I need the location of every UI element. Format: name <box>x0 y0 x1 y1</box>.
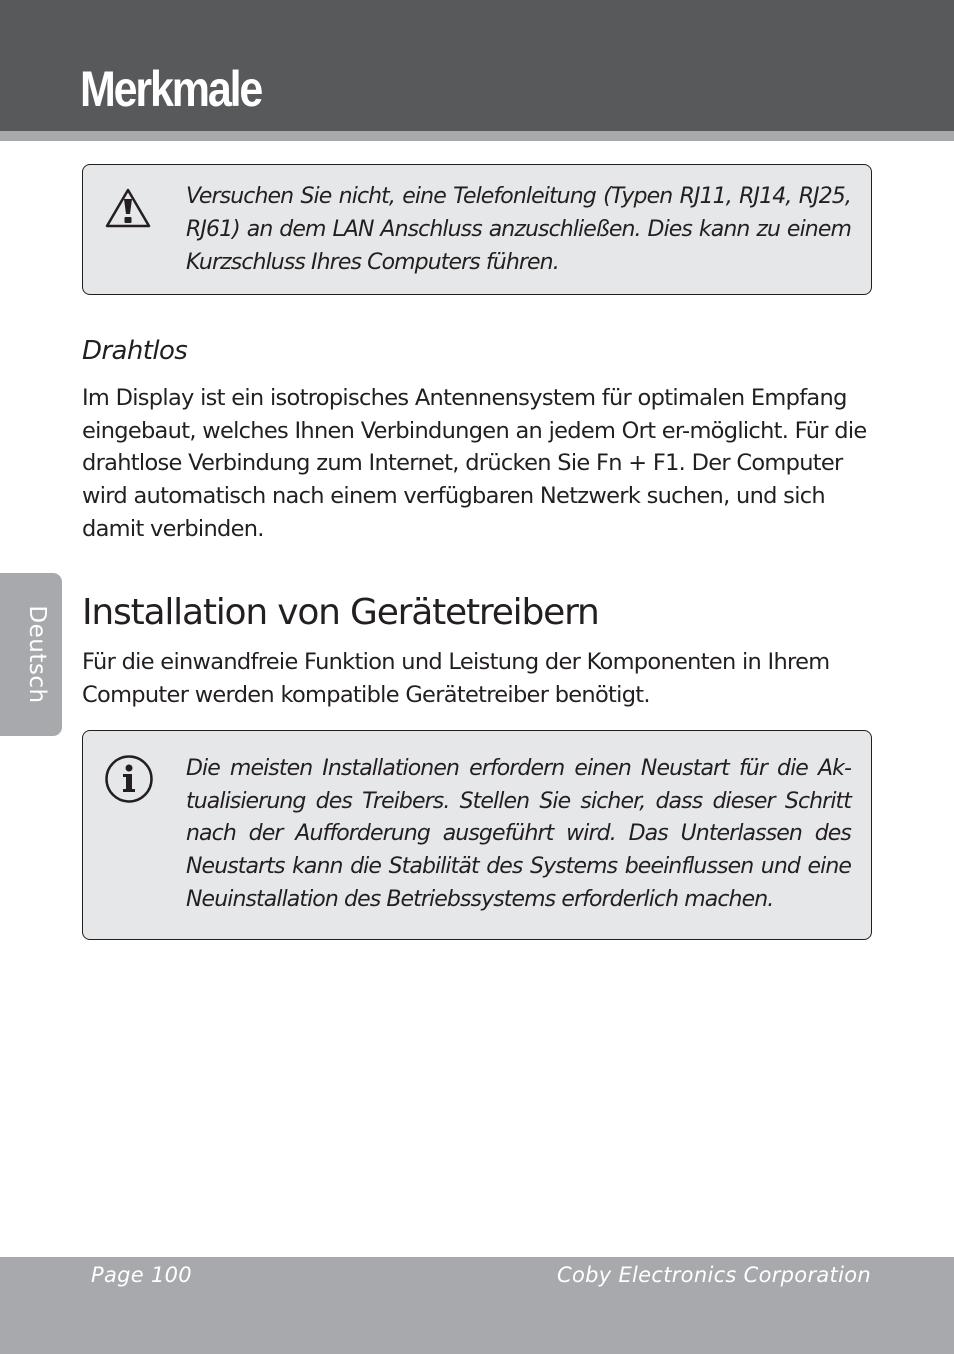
language-tab-label: Deutsch <box>24 605 50 704</box>
language-tab <box>0 573 62 736</box>
drivers-heading: Installation von Gerätetreibern <box>82 592 599 633</box>
warning-note <box>82 164 872 295</box>
drivers-paragraph: Für die einwandfreie Funktion und Leistung der Komponenten in Ihrem Computer werden kompatible Gerätetreiber benötigt. <box>82 649 830 708</box>
info-note-text: Die meisten Installationen erfordern einen Neustart für die Ak-tualisierung des Treibers. Stellen Sie sicher, dass dieser Schritt nach der Aufforderung ausgeführt wird. Das Unterlassen des Neustarts kann die Stabilität des Systems beeinflussen und eine Neuinstallation des Betriebssystems erforderlich machen. <box>186 756 851 912</box>
info-note <box>82 730 872 940</box>
warning-icon <box>104 187 152 233</box>
page-number: Page 100 <box>91 1263 192 1287</box>
page-title: Merkmale <box>80 61 262 117</box>
info-icon <box>104 754 154 808</box>
company-name: Coby Electronics Corporation <box>557 1263 871 1287</box>
header-stripe <box>0 131 954 141</box>
wireless-heading: Drahtlos <box>82 336 188 366</box>
warning-note-text: Versuchen Sie nicht, eine Telefonleitung (Typen RJ11, RJ14, RJ25, RJ61) an dem LAN Anschluss anzuschließen. Dies kann zu einem Kurzschluss Ihres Computers führen. <box>186 184 851 275</box>
wireless-paragraph: Im Display ist ein isotropisches Antennensystem für optimalen Empfang eingebaut, welches Ihnen Verbindungen an jedem Ort er-möglicht. Für die drahtlose Verbindung zum Internet, drücken Sie Fn + F1. Der Computer wird automatisch nach einem verfügbaren Netzwerk suchen, und sich damit verbinden. <box>82 385 867 542</box>
